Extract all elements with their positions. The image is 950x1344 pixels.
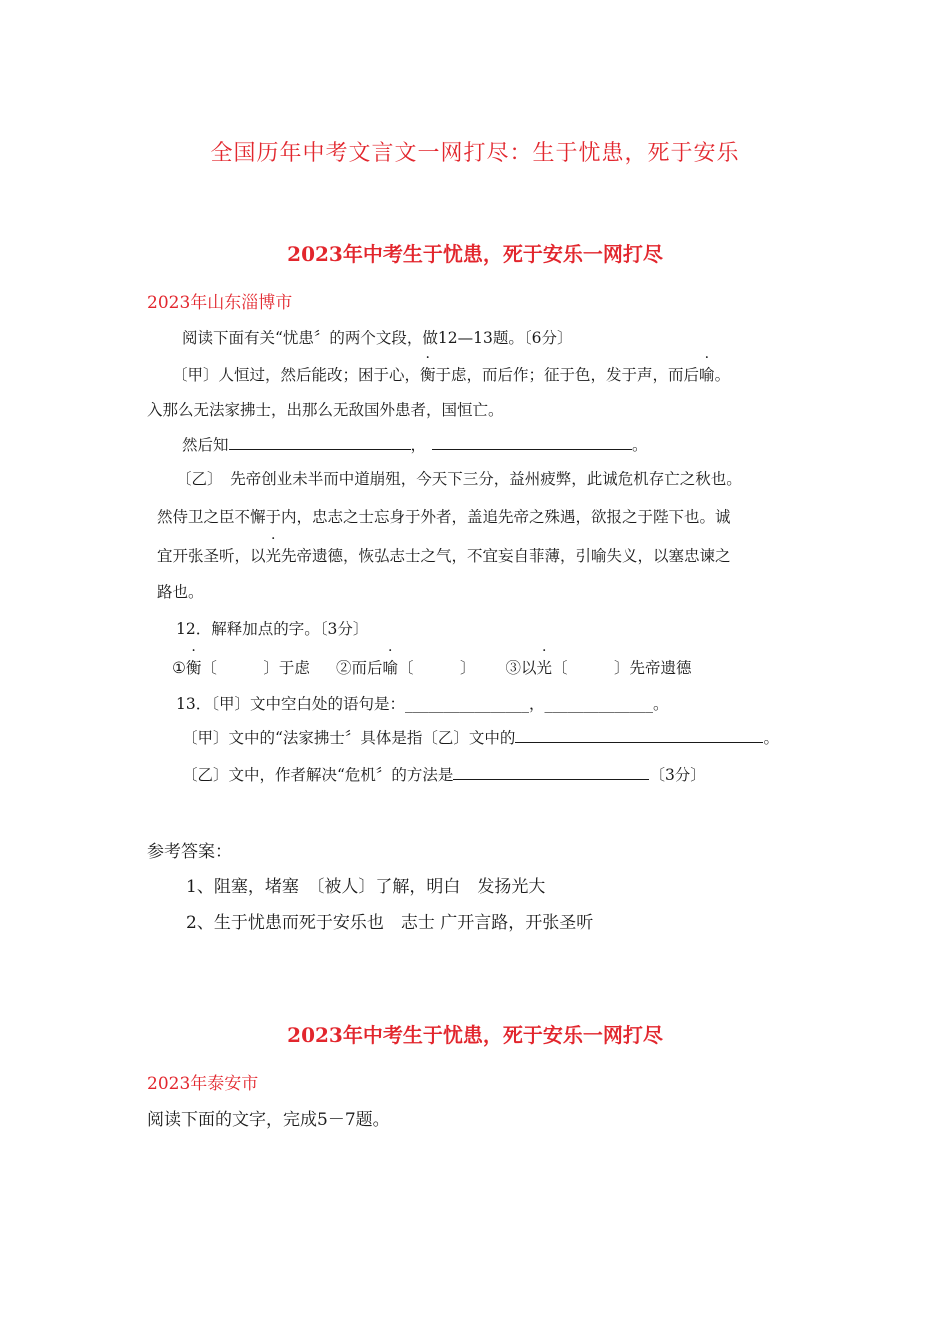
section1-title: 2023年中考生于忧患，死于安乐一网打尽 [287,242,663,266]
blank-line [229,435,411,450]
jia-text-b: 于虑，而后作；征于色，发于声，而后 [435,366,700,384]
yi-text-b: 先帝遗德，恢弘志士之气，不宜妄自菲薄，引喻失义，以塞忠谏之 [281,547,731,565]
jia-passage-line1 [172,363,730,385]
jia-text-c: 。 [714,366,731,384]
dotted-char-yu: 喻 [382,659,398,677]
question-13: 13．〔甲〕文中空白处的语句是：________________，______________。 [176,695,669,713]
jia-fill-prefix: 然后知 [182,436,229,454]
q12-item2-paren: 〔 〕 [397,659,476,677]
question-12: 12．解释加点的字。〔3分〕 [176,620,369,638]
section2-intro: 阅读下面的文字，完成5－7题。 [147,1110,390,1130]
question-12-items [172,656,692,678]
q13-part2-end: 。 [763,729,779,747]
jia-fill-line [182,433,648,455]
section1-intro: 阅读下面有关“忧患〞的两个文段，做12—13题。〔6分〕 [182,329,573,347]
jia-passage-line2: 入那么无法家拂士，出那么无敌国外患者，国恒亡。 [147,401,504,419]
q13-part3-text: 〔乙〕文中，作者解决“危机〞的方法是 [182,766,454,784]
yi-passage-line1: 〔乙〕 先帝创业未半而中道崩殂，今天下三分，益州疲弊，此诚危机存亡之秋也。 [176,470,742,488]
blank-line [432,435,632,450]
yi-text-a: 宜开张圣听，以 [157,547,266,565]
section1-region: 2023年山东淄博市 [147,293,293,313]
yi-passage-line2: 然侍卫之臣不懈于内，忠志之士忘身于外者，盖追先帝之殊遇，欲报之于陛下也。诚 [157,508,731,526]
yi-passage-line3 [157,544,731,566]
answer-1: 1、阻塞，堵塞 〔被人〕了解，明白 发扬光大 [186,877,546,897]
section2-title: 2023年中考生于忧患，死于安乐一网打尽 [287,1023,663,1047]
dotted-char-guang: 光 [536,659,553,677]
dotted-char-yu: 喻 [699,366,715,384]
dotted-char-guang: 光 [265,547,282,565]
jia-fill-comma: ， [410,436,427,454]
yi-passage-line4: 路也。 [157,583,204,601]
blank-line [453,765,649,780]
section2-region: 2023年泰安市 [147,1074,259,1094]
dotted-char-heng: 衡 [420,366,436,384]
q12-item1-label: ① [172,659,186,677]
q12-item3-label: ③以 [505,659,537,677]
q12-item2-label: ②而后 [335,659,383,677]
q12-item1-paren: 〔 〕于虑 [201,659,310,677]
answer-2: 2、生于忧患而死于安乐也 志士 广开言路，开张圣听 [186,913,594,933]
question-13-part2 [182,726,779,748]
q13-part2-text: 〔甲〕文中的“法家拂士〞具体是指〔乙〕文中的 [182,729,516,747]
answer-label: 参考答案： [147,842,232,862]
dotted-char-heng: 衡 [185,659,202,677]
q13-part3-end: 〔3分〕 [649,766,706,784]
blank-line [515,728,763,743]
jia-text-a: 〔甲〕人恒过，然后能改；困于心， [172,366,421,384]
q12-item3-paren: 〔 〕先帝遗德 [552,659,692,677]
document-title: 全国历年中考文言文一网打尽：生于忧患，死于安乐 [210,141,740,166]
question-13-part3 [182,763,706,785]
jia-fill-period: 。 [632,436,648,454]
